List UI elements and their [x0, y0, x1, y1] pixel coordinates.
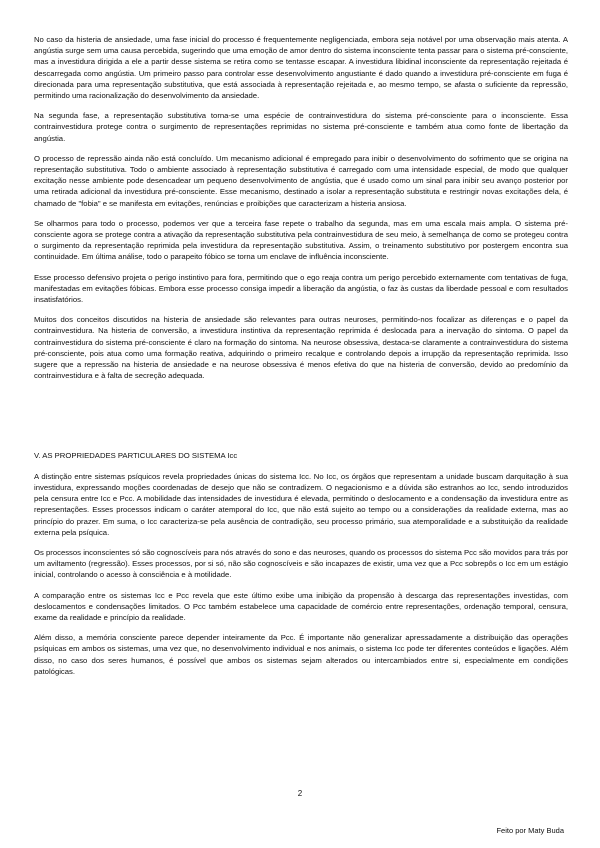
- paragraph: O processo de repressão ainda não está concluído. Um mecanismo adicional é empregado para inibir o desenvolvimento do sofrimento que se origina na representação substitutiva. Todo o ambiente associado à representação substitutiva é carregado com uma intensidade especial, de modo que qualquer excitação nesse ambiente pode desencadear um pequeno desenvolvimento de angústia, que é usado como um sinal para inibir seu avanço posterior por uma retirada adicional da investidura pré-consciente. Esse mecanismo, destinado a isolar a representação substituta e restringir novas excitações dela, é chamado de "fobia" e se manifesta em evitações, renúncias e proibições que caracterizam a histeria ansiosa.: [34, 153, 568, 208]
- paragraph: Muitos dos conceitos discutidos na histeria de ansiedade são relevantes para outras neuroses, permitindo-nos focalizar as diferenças e o papel da contrainvestidura. Na histeria de conversão, a investidura instintiva da representação reprimida é deslocada para a inervação do sintoma. O papel da contrainvestidura do sistema pré-consciente é claro na formação do sintoma. Na neurose obsessiva, destaca-se claramente a contrainvestidura do sistema pré-consciente, pois atua como uma formação reativa, adquirindo o primeiro recalque e controlando depois a irrupção da representação reprimida. Isso sugere que a repressão na histeria de ansiedade e na neurose obsessiva é menos efetiva do que na histeria de conversão, devido ao predomínio da contrainvestidura e à falta de secreção adequada.: [34, 315, 568, 381]
- paragraph: Além disso, a memória consciente parece depender inteiramente da Pcc. É importante não generalizar apressadamente a distribuição das operações psíquicas em ambos os sistemas, uma vez que, no desenvolvimento individual e nos animais, o sistema Icc pode ter diferentes conteúdos e ligações. Além disso, no caso dos seres humanos, é possível que ambos os sistemas sejam alterados ou intercambiados entre si, especialmente em condições patológicas.: [34, 633, 568, 676]
- paragraph: Na segunda fase, a representação substitutiva torna-se uma espécie de contrainvestidura do sistema pré-consciente para o inconsciente. Essa contrainvestidura protege contra o surgimento de representações reprimidas no sistema pré-consciente e também atua como fonte de libertação da angústia.: [34, 111, 568, 143]
- paragraph: Se olharmos para todo o processo, podemos ver que a terceira fase repete o trabalho da segunda, mas em uma escala mais ampla. O sistema pré-consciente agora se protege contra a ativação da representação substitutiva pela contrainvestidura de seu meio, à semelhança de como se protegeu contra o surgimento da representação reprimida pela investidura da representação substitutiva. Assim, o treinamento substitutivo por postergem encontra sua continuidade. Em última análise, todo o parapeito fóbico se torna um enclave de influência inconsciente.: [34, 218, 568, 262]
- document-page: [34, 34, 568, 686]
- section-spacer: [34, 390, 568, 450]
- footer-credit: Feito por Maty Buda: [496, 826, 564, 835]
- paragraph: A distinção entre sistemas psíquicos revela propriedades únicas do sistema Icc. No Icc, os órgãos que representam a unidade buscam darquitação à sua investidura, expressando moções coordenadas de desejo que não se contradizem. O negacionismo e a dúvida são estranhos ao Icc, sendo introduzidos pela censura entre Icc e Pcc. A mobilidade das intensidades de investidura é elevada, permitindo o deslocamento e a condensação da investidura entre as representações. Esses processos indicam o caráter atemporal do Icc, que não está sujeito ao tempo ou a considerações da realidade externa, mas ao princípio do prazer. Em suma, o Icc caracteriza-se pela ausência de contradição, seu processo primário, sua atemporalidade e a substituição da realidade externa pela psíquica.: [34, 471, 568, 537]
- paragraph: A comparação entre os sistemas Icc e Pcc revela que este último exibe uma inibição da propensão à descarga das representações investidas, com deslocamentos e condensações limitados. O Pcc também estabelece uma capacidade de comércio entre representações, ordenação temporal, censura, exame da realidade e princípio da realidade.: [34, 590, 568, 622]
- page-number: 2: [297, 789, 303, 798]
- paragraph: Esse processo defensivo projeta o perigo instintivo para fora, permitindo que o ego reaja contra um perigo percebido externamente com tentativas de fuga, manifestadas em evitações fóbicas. Embora esse processo consiga impedir a liberação da angústia, o faz às custas da liberdade pessoal e com resultados insatisfatórios.: [34, 272, 568, 305]
- section-title: V. AS PROPRIEDADES PARTICULARES DO SISTEMA Icc: [34, 451, 238, 461]
- paragraph: No caso da histeria de ansiedade, uma fase inicial do processo é frequentemente negligenciada, embora seja notável por uma observação mais atenta. A angústia surge sem uma causa percebida, sugerindo que uma emoção de amor dentro do sistema inconsciente tenta passar para o sistema pré-consciente, mas a investidura dirigida a ele a partir desse sistema se retira como se tentasse escapar. A investidura libidinal inconsciente da representação rejeitada é descarregada como angústia. Um primeiro passo para controlar esse desenvolvimento angustiante é dado quando a investidura pré-consciente em fuga é direcionada para uma representação substitutiva, que está associada à representação rejeitada e, ao mesmo tempo, se afasta o suficiente da repressão, permitindo uma racionalização do desenvolvimento da ansiedade.: [34, 35, 568, 101]
- paragraph: Os processos inconscientes só são cognoscíveis para nós através do sono e das neuroses, quando os processos do sistema Pcc são movidos para trás por um aviltamento (regressão). Esses processos, por si só, não são cognoscíveis e são incapazes de existir, uma vez que a Pcc sobrepôs o Icc em um estágio inicial, controlando o acesso à consciência e à motilidade.: [34, 547, 568, 580]
